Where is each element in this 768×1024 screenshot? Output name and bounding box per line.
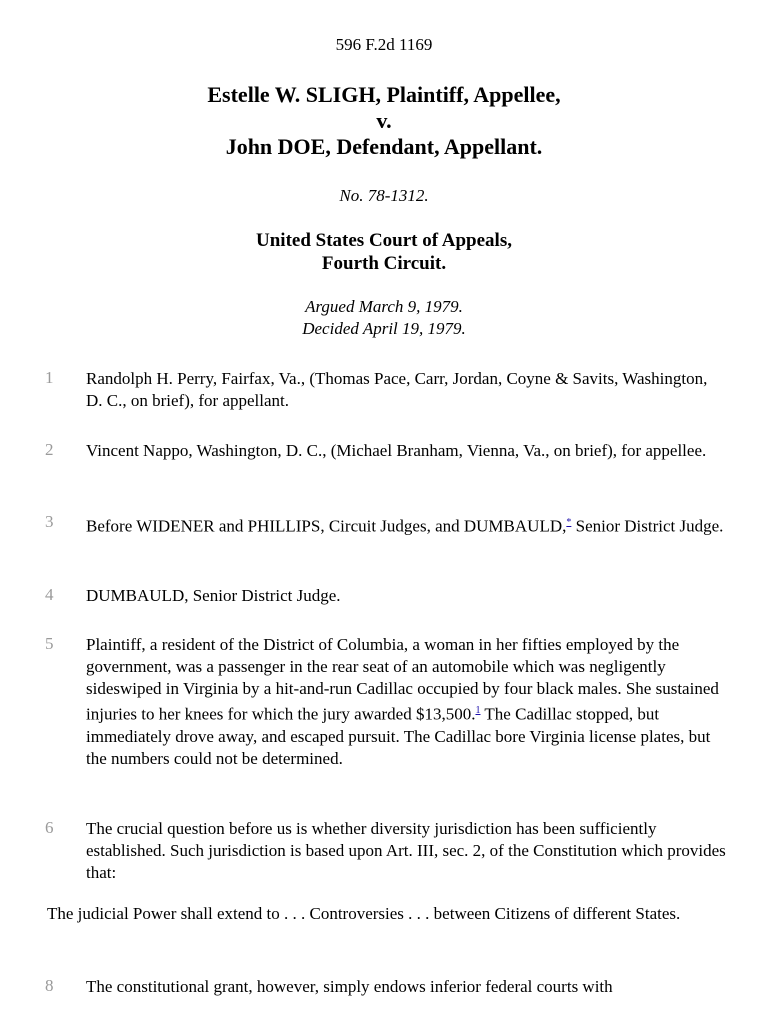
- paragraph-number: 3: [45, 512, 54, 531]
- decided-date: Decided April 19, 1979.: [302, 319, 466, 338]
- paragraph-text: The constitutional grant, however, simply endows inferior federal courts with: [86, 977, 613, 996]
- paragraph-text: DUMBAULD, Senior District Judge.: [86, 586, 341, 605]
- paragraph-number: 4: [45, 585, 54, 604]
- paragraph-number: 8: [45, 976, 54, 995]
- court-name: [0, 229, 768, 275]
- paragraph-text: Vincent Nappo, Washington, D. C., (Michael Branham, Vienna, Va., on brief), for appellee.: [86, 441, 707, 460]
- paragraph-text: Randolph H. Perry, Fairfax, Va., (Thomas Pace, Carr, Jordan, Coyne & Savits, Washington, D. C., on brief), for appellant.: [86, 369, 708, 410]
- paragraph-text: The crucial question before us is whether diversity jurisdiction has been sufficiently established. Such jurisdiction is based upon Art. III, sec. 2, of the Constitution which provides that:: [86, 819, 726, 882]
- versus-line: v.: [376, 108, 392, 133]
- docket-number: No. 78-1312.: [339, 186, 429, 205]
- case-citation: 596 F.2d 1169: [335, 35, 433, 54]
- paragraph-text-part: The Cadillac stopped, but immediately drove away, and escaped pursuit. The Cadillac bore Virginia license plates, but the numbers could not be determined.: [86, 704, 711, 768]
- court-line-1: United States Court of Appeals,: [256, 230, 512, 251]
- paragraph-number: 6: [45, 818, 54, 837]
- paragraph-text-part: Plaintiff, a resident of the District of Columbia, a woman in her fifties employed by the government, was a passenger in the rear seat of an automobile which was negligently sideswiped in Virginia by a hit-and-run Cadillac occupied by four black males. She sustained injuries to her knees for which the jury awarded $13,500.: [86, 635, 719, 724]
- paragraph-text-part: Before WIDENER and PHILLIPS, Circuit Judges, and DUMBAULD,: [86, 516, 567, 536]
- paragraph-text: [86, 634, 726, 770]
- defendant-line: John DOE, Defendant, Appellant.: [225, 134, 543, 159]
- paragraph-text-part: Senior District Judge.: [571, 516, 724, 536]
- case-parties: [0, 82, 768, 160]
- argued-date: Argued March 9, 1979.: [305, 297, 463, 316]
- paragraph-text: [86, 512, 726, 538]
- court-line-2: Fourth Circuit.: [321, 253, 447, 274]
- block-quote: The judicial Power shall extend to . . . Controversies . . . between Citizens of different States.: [47, 904, 681, 923]
- paragraph-number: 5: [45, 634, 54, 653]
- plaintiff-line: Estelle W. SLIGH, Plaintiff, Appellee,: [207, 82, 561, 107]
- case-dates: [0, 296, 768, 340]
- footnote-link[interactable]: *: [566, 517, 572, 528]
- paragraph-number: 1: [45, 368, 54, 387]
- paragraph-number: 2: [45, 440, 54, 459]
- footnote-link[interactable]: 1: [475, 705, 481, 716]
